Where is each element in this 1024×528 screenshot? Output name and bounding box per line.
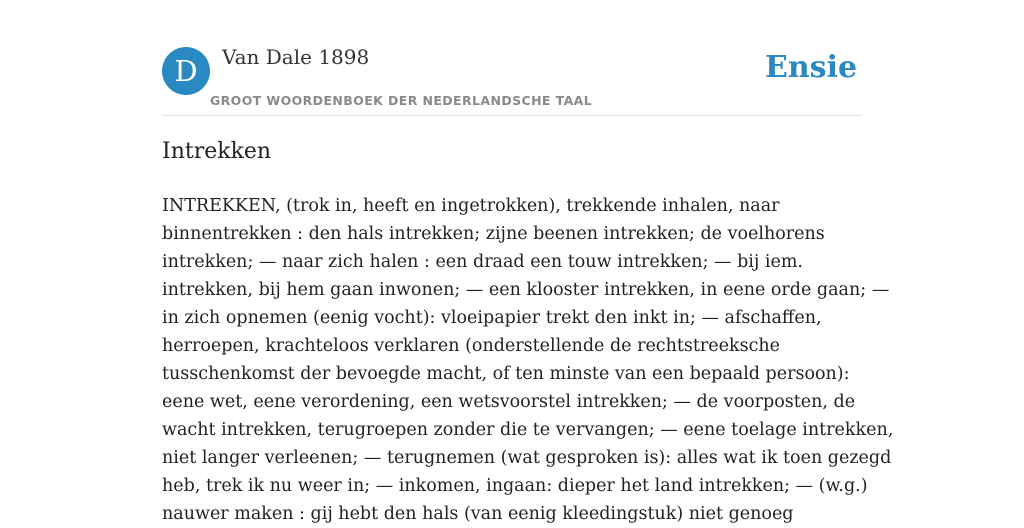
- entry-line: tusschenkomst der bevoegde macht, of ten minste van een bepaald persoon):: [162, 364, 850, 384]
- entry-line: herroepen, krachteloos verklaren (onderstellende de rechtstreeksche: [162, 336, 781, 356]
- entry-line: wacht intrekken, terugroepen zonder die te vervangen; — eene toelage intrekken,: [162, 420, 894, 440]
- source-subtitle: GROOT WOORDENBOEK DER NEDERLANDSCHE TAAL: [210, 93, 593, 108]
- entry-line: nauwer maken : gij hebt den hals (van eenig kleedingstuk) niet genoeg: [162, 504, 794, 524]
- header-divider: [162, 115, 862, 116]
- entry-headword: Intrekken: [162, 139, 272, 164]
- entry-line: intrekken; — naar zich halen : een draad een touw intrekken; — bij iem.: [162, 252, 803, 272]
- entry-line: INTREKKEN, (trok in, heeft en ingetrokken), trekkende inhalen, naar: [162, 196, 780, 216]
- entry-line: niet langer verleenen; — terugnemen (wat gesproken is): alles wat ik toen gezegd: [162, 448, 892, 468]
- entry-line: in zich opnemen (eenig vocht): vloeipapier trekt den inkt in; — afschaffen,: [162, 308, 822, 328]
- entry-line: eene wet, eene verordening, een wetsvoorstel intrekken; — de voorposten, de: [162, 392, 856, 412]
- entry-line: binnentrekken : den hals intrekken; zijne beenen intrekken; de voelhorens: [162, 224, 825, 244]
- entry-line: intrekken, bij hem gaan inwonen; — een klooster intrekken, in eene orde gaan; —: [162, 280, 890, 300]
- entry-line: heb, trek ik nu weer in; — inkomen, ingaan: dieper het land intrekken; — (w.g.): [162, 476, 868, 496]
- source-title[interactable]: Van Dale 1898: [222, 45, 370, 69]
- source-avatar[interactable]: D: [162, 47, 210, 95]
- entry-body: [162, 192, 894, 528]
- brand-logo[interactable]: Ensie: [765, 50, 858, 85]
